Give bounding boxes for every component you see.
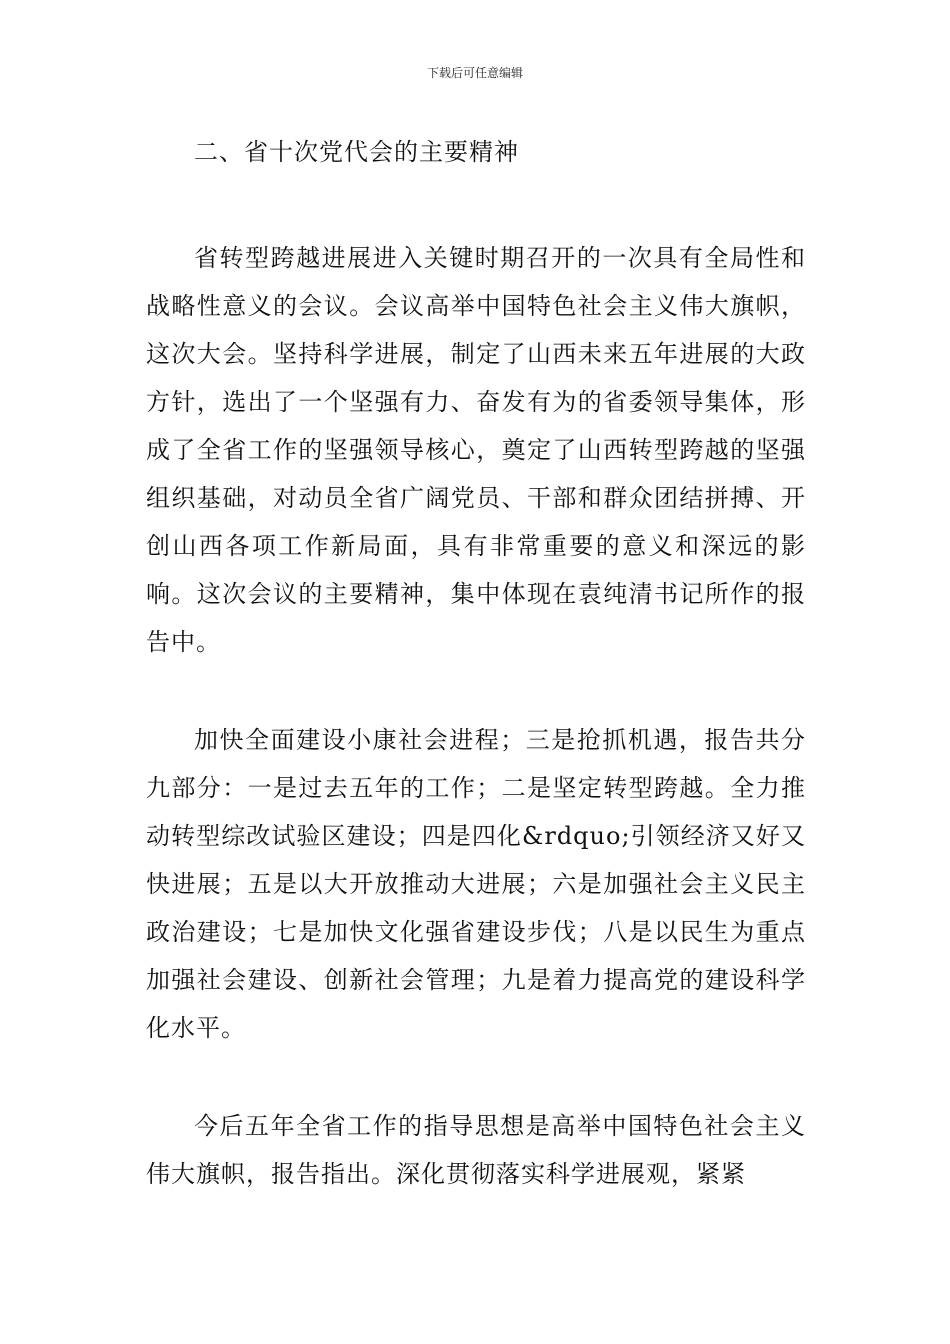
page-header: 下载后可任意编辑 (426, 66, 523, 80)
paragraph-spacer (146, 176, 806, 234)
paragraph-guiding-ideology: 今后五年全省工作的指导思想是高举中国特色社会主义伟大旗帜，报告指出。深化贯彻落实科学进展观，紧紧 (146, 1112, 806, 1188)
paragraph-report-structure: 加快全面建设小康社会进程；三是抢抓机遇，报告共分九部分：一是过去五年的工作；二是坚定转型跨越。全力推动转型综改试验区建设；四是四化&rdquo;引领经济又好又快进展；五是以大开放推动大进展；六是加强社会主义民主政治建设；七是加快文化强省建设步伐；八是以民生为重点加强社会建设、创新社会管理；九是着力提高党的建设科学化水平。 (146, 726, 806, 1042)
section-heading: 二、省十次党代会的主要精神 (194, 138, 519, 166)
paragraph-meeting-overview: 省转型跨越进展进入关键时期召开的一次具有全局性和战略性意义的会议。会议高举中国特色社会主义伟大旗帜，这次大会。坚持科学进展，制定了山西未来五年进展的大政方针，选出了一个坚强有力、奋发有为的省委领导集体，形成了全省工作的坚强领导核心，奠定了山西转型跨越的坚强组织基础，对动员全省广阔党员、干部和群众团结拼搏、开创山西各项工作新局面，具有非常重要的意义和深远的影响。这次会议的主要精神，集中体现在袁纯清书记所作的报告中。 (146, 244, 806, 656)
paragraph-spacer (146, 666, 806, 716)
document-body (146, 128, 806, 1198)
paragraph-spacer (146, 1052, 806, 1102)
